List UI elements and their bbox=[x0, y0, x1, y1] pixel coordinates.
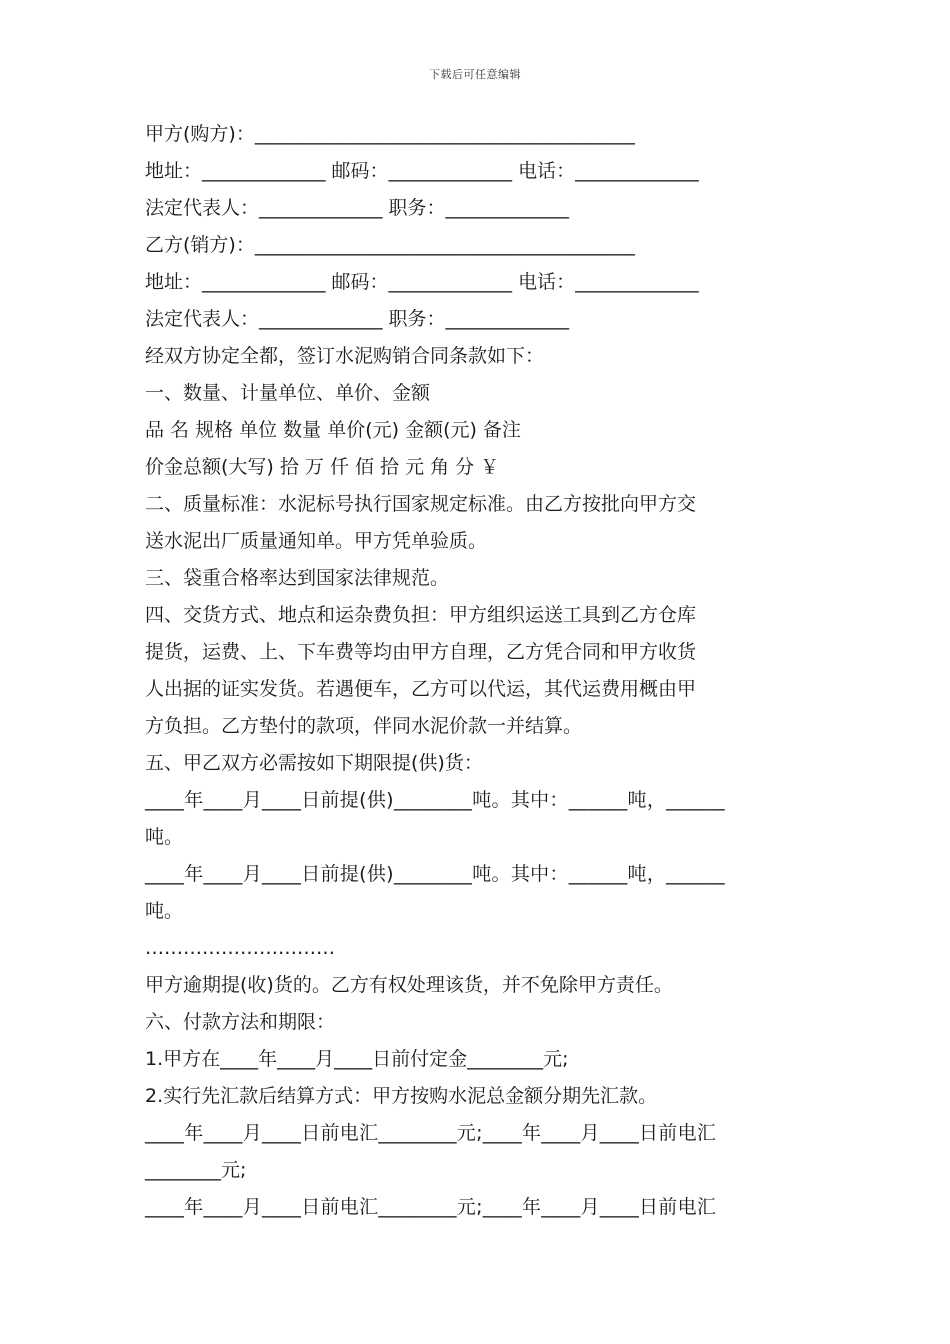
section-6-heading: 六、付款方法和期限： bbox=[145, 1011, 336, 1033]
document-body bbox=[145, 116, 810, 1226]
payment-item-1: 1.甲方在____年____月____日前付定金________元; bbox=[145, 1048, 569, 1070]
section-4-line-1: 四、交货方式、地点和运杂费负担：甲方组织运送工具到乙方仓库 bbox=[145, 604, 697, 626]
total-amount-line: 价金总额(大写) 拾 万 仟 佰 拾 元 角 分 ￥ bbox=[145, 456, 500, 478]
section-5-heading: 五、甲乙双方必需按如下期限提(供)货： bbox=[145, 752, 483, 774]
payment-schedule-line-1-cont: ________元; bbox=[145, 1159, 247, 1181]
section-4-line-3: 人出据的证实发货。若遇便车，乙方可以代运，其代运费用概由甲 bbox=[145, 678, 697, 700]
delivery-schedule-line-1: ____年____月____日前提(供)________吨。其中：______吨，______ bbox=[145, 789, 725, 811]
seller-representative-line: 法定代表人：_____________ 职务：_____________ bbox=[145, 308, 570, 330]
section-2-line-2: 送水泥出厂质量通知单。甲方凭单验质。 bbox=[145, 530, 488, 552]
agreement-intro: 经双方协定全都，签订水泥购销合同条款如下： bbox=[145, 345, 545, 367]
section-3-line: 三、袋重合格率达到国家法律规范。 bbox=[145, 567, 450, 589]
section-4-line-2: 提货，运费、上、下车费等均由甲方自理，乙方凭合同和甲方收货 bbox=[145, 641, 697, 663]
payment-item-2: 2.实行先汇款后结算方式：甲方按购水泥总金额分期先汇款。 bbox=[145, 1085, 658, 1107]
section-1-heading: 一、数量、计量单位、单价、金额 bbox=[145, 382, 431, 404]
page-header: 下载后可任意编辑 bbox=[429, 68, 521, 81]
payment-schedule-line-2: ____年____月____日前电汇________元;____年____月____日前电汇 bbox=[145, 1196, 717, 1218]
ellipsis-line: ………………………… bbox=[145, 937, 335, 959]
delivery-schedule-line-2-cont: 吨。 bbox=[145, 900, 184, 922]
buyer-representative-line: 法定代表人：_____________ 职务：_____________ bbox=[145, 197, 570, 219]
seller-party-line: 乙方(销方)：________________________________________ bbox=[145, 234, 635, 256]
late-pickup-clause: 甲方逾期提(收)货的。乙方有权处理该货，并不免除甲方责任。 bbox=[145, 974, 673, 996]
section-2-line-1: 二、质量标准：水泥标号执行国家规定标准。由乙方按批向甲方交 bbox=[145, 493, 697, 515]
section-4-line-4: 方负担。乙方垫付的款项，伴同水泥价款一并结算。 bbox=[145, 715, 583, 737]
seller-address-line: 地址：_____________ 邮码：_____________ 电话：_____________ bbox=[145, 271, 699, 293]
delivery-schedule-line-1-cont: 吨。 bbox=[145, 826, 184, 848]
buyer-address-line: 地址：_____________ 邮码：_____________ 电话：_____________ bbox=[145, 160, 699, 182]
product-table-header: 品 名 规格 单位 数量 单价(元) 金额(元) 备注 bbox=[145, 419, 521, 441]
delivery-schedule-line-2: ____年____月____日前提(供)________吨。其中：______吨，______ bbox=[145, 863, 725, 885]
buyer-party-line: 甲方(购方)：________________________________________ bbox=[145, 123, 635, 145]
payment-schedule-line-1: ____年____月____日前电汇________元;____年____月____日前电汇 bbox=[145, 1122, 717, 1144]
